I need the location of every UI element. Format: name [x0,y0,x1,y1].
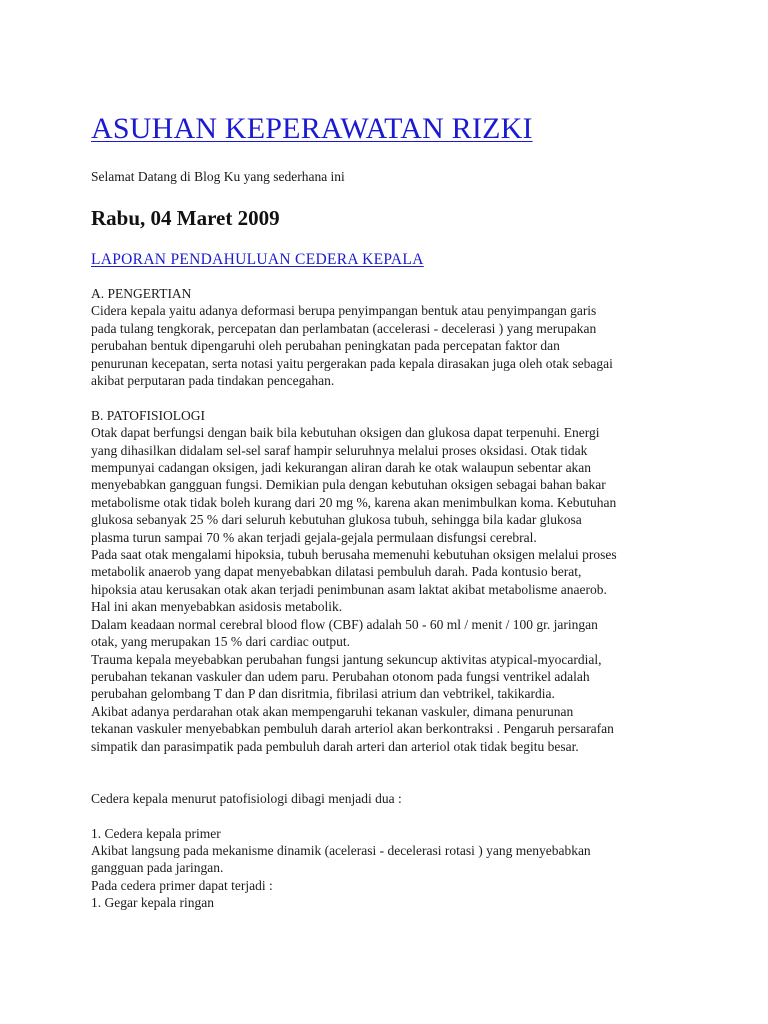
subsection-heading-primer: 1. Cedera kepala primer [91,825,221,841]
body-line: Otak dapat berfungsi dengan baik bila kebutuhan oksigen dan glukosa dapat terpenuhi. Energi [91,425,600,441]
body-line: perubahan gelombang T dan P dan disritmia, fibrilasi atrium dan vebtrikel, takikardia. [91,686,555,702]
body-line: Cidera kepala yaitu adanya deformasi berupa penyimpangan bentuk atau penyimpangan garis [91,303,597,319]
body-line: tekanan vaskuler menyebabkan pembuluh darah arteriol akan berkontraksi . Pengaruh persarafan [91,721,614,737]
body-line: metabolik anaerob yang dapat menyebabkan dilatasi pembuluh darah. Pada kontusio berat, [91,564,582,580]
body-line: gangguan pada jaringan. [91,860,224,876]
body-line: hipoksia atau kerusakan otak akan terjadi penimbunan asam laktat akibat metabolisme anaerob. [91,581,607,597]
body-line: metabolisme otak tidak boleh kurang dari 20 mg %, karena akan menimbulkan koma. Kebutuhan [91,494,617,510]
body-line: penurunan kecepatan, serta notasi yaitu pergerakan pada kepala dirasakan juga oleh otak sebagai [91,355,613,371]
body-line: Akibat adanya perdarahan otak akan mempengaruhi tekanan vaskuler, dimana penurunan [91,703,574,719]
division-intro: Cedera kepala menurut patofisiologi dibagi menjadi dua : [91,790,402,806]
body-line: Akibat langsung pada mekanisme dinamik (acelerasi - decelerasi rotasi ) yang menyebabkan [91,842,591,858]
post-body [91,285,731,912]
body-line: perubahan bentuk dipengaruhi oleh perubahan peningkatan pada percepatan faktor dan [91,338,560,354]
body-line: 1. Gegar kepala ringan [91,895,214,911]
body-line: perubahan tekanan vaskuler dan udem paru. Perubahan otonom pada fungsi ventrikel adalah [91,668,590,684]
body-line: Hal ini akan menyebabkan asidosis metabolik. [91,599,343,615]
body-line: simpatik dan parasimpatik pada pembuluh darah arteri dan arteriol otak tidak begitu besar. [91,738,579,754]
post-title-link[interactable]: LAPORAN PENDAHULUAN CEDERA KEPALA [91,251,424,268]
body-line: Trauma kepala meyebabkan perubahan fungsi jantung sekuncup aktivitas atypical-myocardial, [91,651,602,667]
body-line: plasma turun sampai 70 % akan terjadi gejala-gejala permulaan disfungsi cerebral. [91,529,537,545]
blog-tagline: Selamat Datang di Blog Ku yang sederhana ini [91,169,345,184]
body-line: yang dihasilkan didalam sel-sel saraf hampir seluruhnya melalui proses oksidasi. Otak tidak [91,442,588,458]
blog-title-link[interactable]: ASUHAN KEPERAWATAN RIZKI [91,112,533,145]
section-heading-pengertian: A. PENGERTIAN [91,286,192,301]
paragraph-gap [91,389,731,406]
body-line: menyebabkan gangguan fungsi. Demikian pula dengan kebutuhan oksigen sebagai bahan bakar [91,477,606,493]
body-line: otak, yang merupakan 15 % dari cardiac output. [91,634,351,650]
body-line: akibat perputaran pada tindakan pencegahan. [91,373,335,389]
paragraph-gap [91,755,731,790]
body-line: pada tulang tengkorak, percepatan dan perlambatan (accelerasi - decelerasi ) yang merupakan [91,320,597,336]
section-heading-patofisiologi: B. PATOFISIOLOGI [91,407,206,423]
body-line: glukosa sebanyak 25 % dari seluruh kebutuhan glukosa tubuh, sehingga bila kadar glukosa [91,512,582,528]
body-line: mempunyai cadangan oksigen, jadi kekurangan aliran darah ke otak walaupun sebentar akan [91,460,592,476]
paragraph-gap [91,807,731,824]
body-line: Dalam keadaan normal cerebral blood flow (CBF) adalah 50 - 60 ml / menit / 100 gr. jaringan [91,616,598,632]
body-line: Pada saat otak mengalami hipoksia, tubuh berusaha memenuhi kebutuhan oksigen melalui proses [91,547,617,563]
body-line: Pada cedera primer dapat terjadi : [91,877,273,893]
post-date-header: Rabu, 04 Maret 2009 [91,206,280,230]
blog-page [91,110,731,912]
